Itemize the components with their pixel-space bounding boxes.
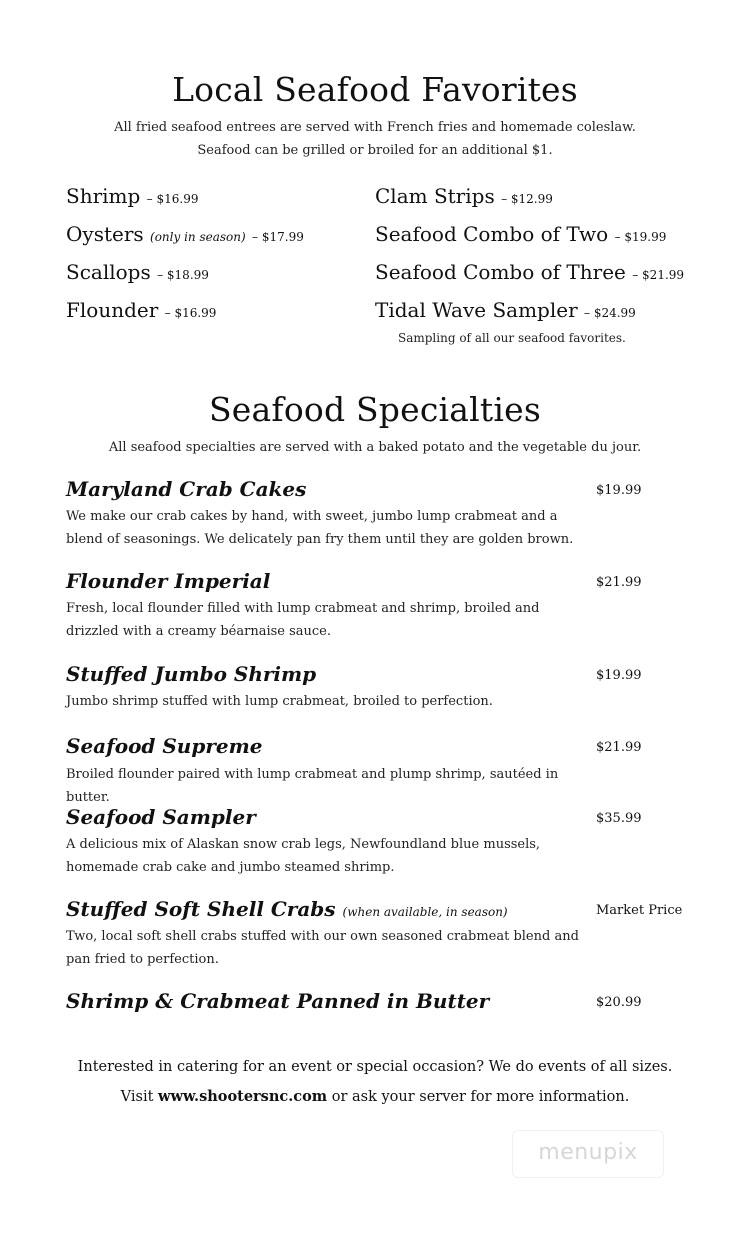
favorite-price: – $21.99 [632,268,685,282]
favorite-price: – $17.99 [252,230,304,244]
specialty-name-text: Flounder Imperial [66,569,271,593]
specialty-price: $21.99 [596,740,642,755]
specialty-name [66,734,262,758]
specialty-note: (when available, in season) [342,905,508,919]
specialty-description: Fresh, local flounder filled with lump crabmeat and shrimp, broiled and drizzled with a creamy béarnaise sauce. [66,601,540,639]
specialty-name [66,477,306,501]
favorite-name: Seafood Combo of Three [375,260,626,284]
specialty-name-text: Stuffed Soft Shell Crabs [66,897,336,921]
specialty-name [66,989,489,1013]
favorite-price: – $18.99 [157,268,209,282]
favorite-price: – $16.99 [146,192,199,206]
specialty-price: $35.99 [596,811,642,826]
specialty-description: A delicious mix of Alaskan snow crab legs, Newfoundland blue mussels, homemade crab cake and jumbo steamed shrimp. [66,837,541,875]
favorite-price: – $16.99 [164,306,217,320]
specialty-name [66,569,270,593]
specialty-description: We make our crab cakes by hand, with sweet, jumbo lump crabmeat and a blend of seasonings. We delicately pan fry them until they are golden brown. [66,509,574,547]
favorites-subtitle-2: Seafood can be grilled or broiled for an additional $1. [197,143,553,158]
favorite-item [66,260,209,284]
specialty-price: Market Price [596,903,683,918]
favorite-item [66,222,304,246]
favorite-item [375,298,636,322]
specialty-name-text: Seafood Sampler [66,805,256,829]
favorite-name: Shrimp [66,184,141,208]
specialty-name-text: Stuffed Jumbo Shrimp [66,662,317,686]
specialty-description: Jumbo shrimp stuffed with lump crabmeat, broiled to perfection. [66,694,493,709]
specialties-title: Seafood Specialties [209,390,541,429]
favorite-item [66,298,216,322]
specialties-subtitle: All seafood specialties are served with a baked potato and the vegetable du jour. [108,440,642,455]
favorite-item [375,184,553,208]
specialty-price: $20.99 [596,995,642,1010]
visit-prefix: Visit [120,1089,159,1105]
favorite-item [375,222,666,246]
website-link[interactable]: www.shootersnc.com [158,1088,328,1105]
favorite-name: Oysters [66,222,144,246]
favorites-subtitle-1: All fried seafood entrees are served with French fries and homemade coleslaw. [114,120,636,135]
favorite-price: – $12.99 [501,192,553,206]
favorite-note: (only in season) [150,230,246,244]
favorites-title: Local Seafood Favorites [172,70,578,109]
specialty-name [66,897,508,921]
specialty-price: $19.99 [596,483,642,498]
favorite-name: Scallops [66,260,151,284]
favorite-name: Tidal Wave Sampler [375,298,578,322]
specialty-name-text: Shrimp & Crabmeat Panned in Butter [66,989,490,1013]
visit-note [0,1088,750,1105]
favorite-item [66,184,198,208]
specialty-name [66,662,316,686]
menupix-watermark: menupix [512,1130,664,1178]
specialty-price: $21.99 [596,575,642,590]
sampler-description: Sampling of all our seafood favorites. [398,331,626,345]
specialty-name [66,805,256,829]
specialty-description: Two, local soft shell crabs stuffed with our own seasoned crabmeat blend and pan fried to perfection. [66,929,579,967]
favorite-name: Clam Strips [375,184,495,208]
specialty-name-text: Seafood Supreme [66,734,263,758]
favorite-item [375,260,684,284]
specialty-name-text: Maryland Crab Cakes [66,477,307,501]
visit-suffix: or ask your server for more information. [327,1089,630,1105]
favorite-price: – $19.99 [614,230,667,244]
favorite-name: Flounder [66,298,159,322]
specialty-price: $19.99 [596,668,642,683]
catering-note: Interested in catering for an event or special occasion? We do events of all sizes. [77,1059,673,1075]
favorite-price: – $24.99 [584,306,636,320]
favorite-name: Seafood Combo of Two [375,222,609,246]
specialty-description: Broiled flounder paired with lump crabmeat and plump shrimp, sautéed in butter. [66,767,559,805]
